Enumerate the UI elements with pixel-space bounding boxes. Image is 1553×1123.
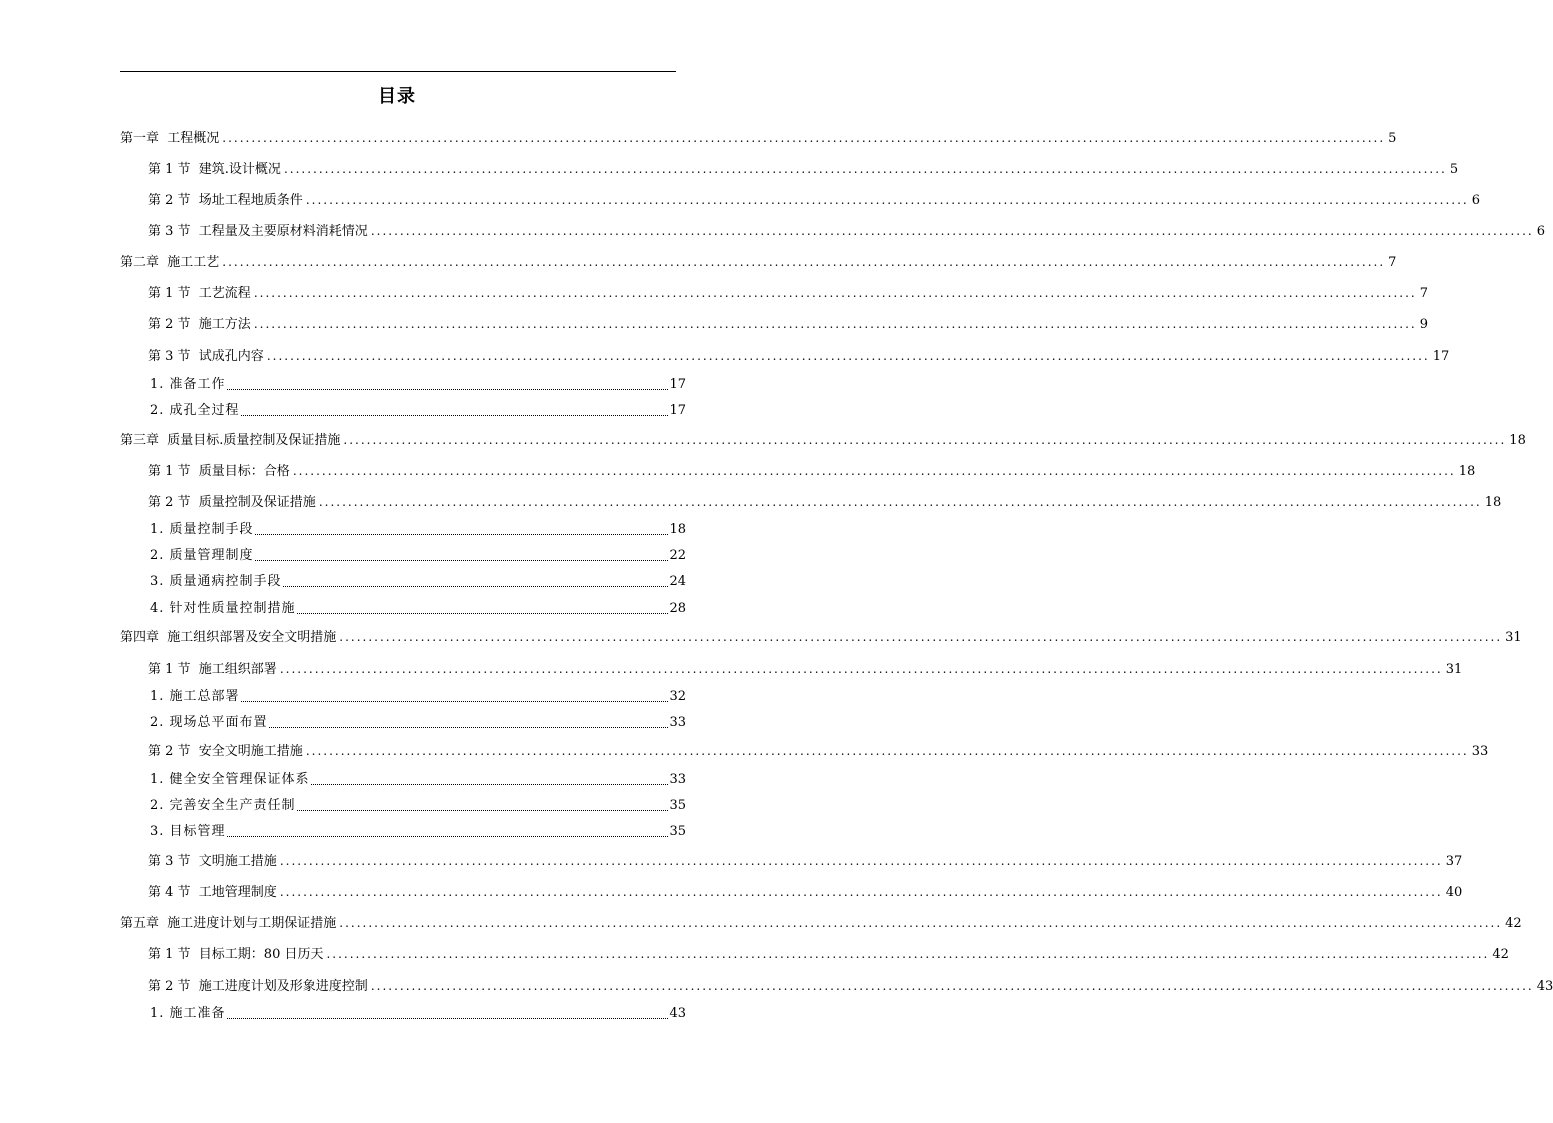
toc-entry-label: 第 1 节 工艺流程 (148, 286, 251, 301)
toc-leader-dots (227, 389, 669, 390)
toc-entry-section[interactable] (148, 978, 1553, 995)
toc-page-number: 9 (1419, 317, 1428, 332)
toc-leader-dots (241, 701, 669, 702)
toc-entry-section[interactable] (148, 316, 1428, 333)
toc-page-number: 40 (1445, 885, 1463, 900)
toc-leader-dots: ........................................................................................................................................................................................................ (370, 979, 1534, 993)
toc-entry-item[interactable] (150, 689, 686, 705)
toc-page-number: 7 (1388, 255, 1397, 270)
toc-entry-label: 2. 质量管理制度 (150, 548, 254, 563)
toc-leader-dots (297, 613, 669, 614)
toc-leader-dots: ........................................................................................................................................................................................................ (266, 349, 1430, 363)
toc-entry-section[interactable] (148, 223, 1545, 240)
toc-page-number: 42 (1505, 916, 1522, 931)
page-title: 目录 (378, 86, 416, 107)
toc-entry-label: 1. 施工准备 (150, 1006, 226, 1021)
toc-page-number: 18 (1484, 495, 1502, 510)
toc-leader-dots: ........................................................................................................................................................................................................ (339, 630, 1503, 644)
toc-entry-label: 第一章 工程概况 (120, 131, 220, 146)
toc-leader-dots: ........................................................................................................................................................................................................ (222, 255, 1386, 269)
toc-entry-label: 第 1 节 施工组织部署 (148, 662, 277, 677)
toc-leader-dots (283, 586, 669, 587)
toc-leader-dots: ........................................................................................................................................................................................................ (370, 224, 1534, 238)
toc-page-number: 5 (1388, 131, 1397, 146)
toc-entry-label: 第 2 节 质量控制及保证措施 (148, 495, 316, 510)
toc-entry-label: 2. 现场总平面布置 (150, 715, 268, 730)
toc-entry-item[interactable] (150, 1006, 686, 1022)
toc-entry-section[interactable] (148, 884, 1463, 901)
toc-leader-dots: ........................................................................................................................................................................................................ (253, 286, 1417, 300)
toc-page-number: 6 (1536, 224, 1545, 239)
toc-page-number: 18 (1509, 433, 1526, 448)
toc-entry-label: 4. 针对性质量控制措施 (150, 601, 296, 616)
toc-entry-label: 第 2 节 场址工程地质条件 (148, 193, 303, 208)
toc-page-number: 5 (1449, 162, 1459, 177)
toc-page-number: 43 (669, 1006, 686, 1021)
toc-entry-label: 第 1 节 目标工期：80 日历天 (148, 947, 324, 962)
toc-entry-label: 1. 准备工作 (150, 377, 226, 392)
toc-entry-item[interactable] (150, 601, 686, 617)
toc-leader-dots: ........................................................................................................................................................................................................ (279, 662, 1443, 676)
toc-page-number: 24 (669, 574, 686, 589)
toc-page-number: 33 (669, 715, 686, 730)
toc-entry-item[interactable] (150, 522, 686, 538)
toc-entry-section[interactable] (148, 463, 1476, 480)
toc-entry-label: 第 3 节 工程量及主要原材料消耗情况 (148, 224, 368, 239)
toc-entry-item[interactable] (150, 548, 686, 564)
toc-page-number: 35 (669, 824, 686, 839)
toc-entry-section[interactable] (148, 348, 1450, 365)
toc-entry-item[interactable] (150, 824, 686, 840)
toc-entry-label: 第二章 施工工艺 (120, 255, 220, 270)
toc-leader-dots: ........................................................................................................................................................................................................ (339, 916, 1503, 930)
toc-leader-dots: ........................................................................................................................................................................................................ (253, 317, 1417, 331)
toc-entry-section[interactable] (148, 161, 1459, 178)
toc-leader-dots: ........................................................................................................................................................................................................ (279, 854, 1443, 868)
toc-leader-dots: ........................................................................................................................................................................................................ (222, 131, 1386, 145)
toc-leader-dots (311, 784, 669, 785)
toc-leader-dots (297, 810, 669, 811)
toc-page-number: 28 (669, 601, 686, 616)
toc-entry-label: 2. 成孔全过程 (150, 403, 240, 418)
toc-entry-item[interactable] (150, 574, 686, 590)
toc-entry-item[interactable] (150, 798, 686, 814)
toc-entry-label: 1. 质量控制手段 (150, 522, 254, 537)
toc-entry-label: 第 4 节 工地管理制度 (148, 885, 277, 900)
toc-leader-dots: ........................................................................................................................................................................................................ (326, 947, 1490, 961)
toc-page-number: 33 (1471, 744, 1489, 759)
toc-entry-chapter[interactable] (120, 130, 1397, 147)
toc-leader-dots: ........................................................................................................................................................................................................ (279, 885, 1443, 899)
toc-leader-dots (269, 727, 669, 728)
toc-entry-item[interactable] (150, 715, 686, 731)
toc-entry-item[interactable] (150, 772, 686, 788)
toc-entry-label: 1. 健全安全管理保证体系 (150, 772, 310, 787)
toc-page-number: 35 (669, 798, 686, 813)
toc-entry-label: 3. 质量通病控制手段 (150, 574, 282, 589)
toc-entry-chapter[interactable] (120, 254, 1397, 271)
toc-entry-label: 第 3 节 文明施工措施 (148, 854, 277, 869)
toc-entry-label: 第 1 节 建筑.设计概况 (148, 162, 281, 177)
toc-entry-label: 第 1 节 质量目标：合格 (148, 464, 290, 479)
toc-page-number: 22 (669, 548, 686, 563)
toc-page-number: 6 (1471, 193, 1480, 208)
toc-page-number: 31 (1445, 662, 1463, 677)
toc-entry-label: 1. 施工总部署 (150, 689, 240, 704)
toc-entry-label: 第 2 节 安全文明施工措施 (148, 744, 303, 759)
toc-page-number: 17 (669, 403, 686, 418)
toc-entry-label: 3. 目标管理 (150, 824, 226, 839)
toc-entry-label: 2. 完善安全生产责任制 (150, 798, 296, 813)
toc-entry-section[interactable] (148, 494, 1502, 511)
toc-leader-dots (255, 560, 669, 561)
toc-entry-label: 第 3 节 试成孔内容 (148, 349, 264, 364)
toc-entry-item[interactable] (150, 377, 686, 393)
header-rule (120, 71, 676, 72)
toc-page-number: 32 (669, 689, 686, 704)
toc-leader-dots (227, 1018, 669, 1019)
toc-page-number: 33 (669, 772, 686, 787)
toc-page-number: 17 (669, 377, 686, 392)
toc-page-number: 42 (1492, 947, 1509, 962)
toc-leader-dots (227, 836, 669, 837)
toc-leader-dots: ........................................................................................................................................................................................................ (283, 162, 1447, 176)
toc-entry-section[interactable] (148, 285, 1428, 302)
toc-entry-label: 第四章 施工组织部署及安全文明措施 (120, 630, 337, 645)
toc-entry-section[interactable] (148, 661, 1463, 678)
toc-page-number: 37 (1445, 854, 1463, 869)
toc-entry-section[interactable] (148, 946, 1509, 963)
toc-leader-dots (241, 415, 669, 416)
toc-entry-label: 第五章 施工进度计划与工期保证措施 (120, 916, 337, 931)
toc-leader-dots: ........................................................................................................................................................................................................ (318, 495, 1482, 509)
toc-leader-dots (255, 534, 669, 535)
toc-entry-chapter[interactable] (120, 629, 1522, 646)
toc-leader-dots: ........................................................................................................................................................................................................ (305, 744, 1469, 758)
toc-leader-dots: ........................................................................................................................................................................................................ (292, 464, 1456, 478)
toc-page-number: 7 (1419, 286, 1428, 301)
toc-entry-chapter[interactable] (120, 915, 1522, 932)
toc-page-number: 18 (1458, 464, 1476, 479)
toc-leader-dots: ........................................................................................................................................................................................................ (343, 433, 1507, 447)
toc-entry-chapter[interactable] (120, 432, 1526, 449)
toc-leader-dots: ........................................................................................................................................................................................................ (305, 193, 1469, 207)
toc-entry-label: 第三章 质量目标.质量控制及保证措施 (120, 433, 341, 448)
toc-entry-section[interactable] (148, 853, 1463, 870)
toc-entry-section[interactable] (148, 192, 1480, 209)
toc-entry-item[interactable] (150, 403, 686, 419)
toc-page-number: 43 (1536, 979, 1553, 994)
toc-page-number: 17 (1432, 349, 1450, 364)
toc-entry-label: 第 2 节 施工方法 (148, 317, 251, 332)
toc-entry-section[interactable] (148, 743, 1489, 760)
toc-entry-label: 第 2 节 施工进度计划及形象进度控制 (148, 979, 368, 994)
toc-page-number: 31 (1505, 630, 1522, 645)
toc-page-number: 18 (669, 522, 686, 537)
